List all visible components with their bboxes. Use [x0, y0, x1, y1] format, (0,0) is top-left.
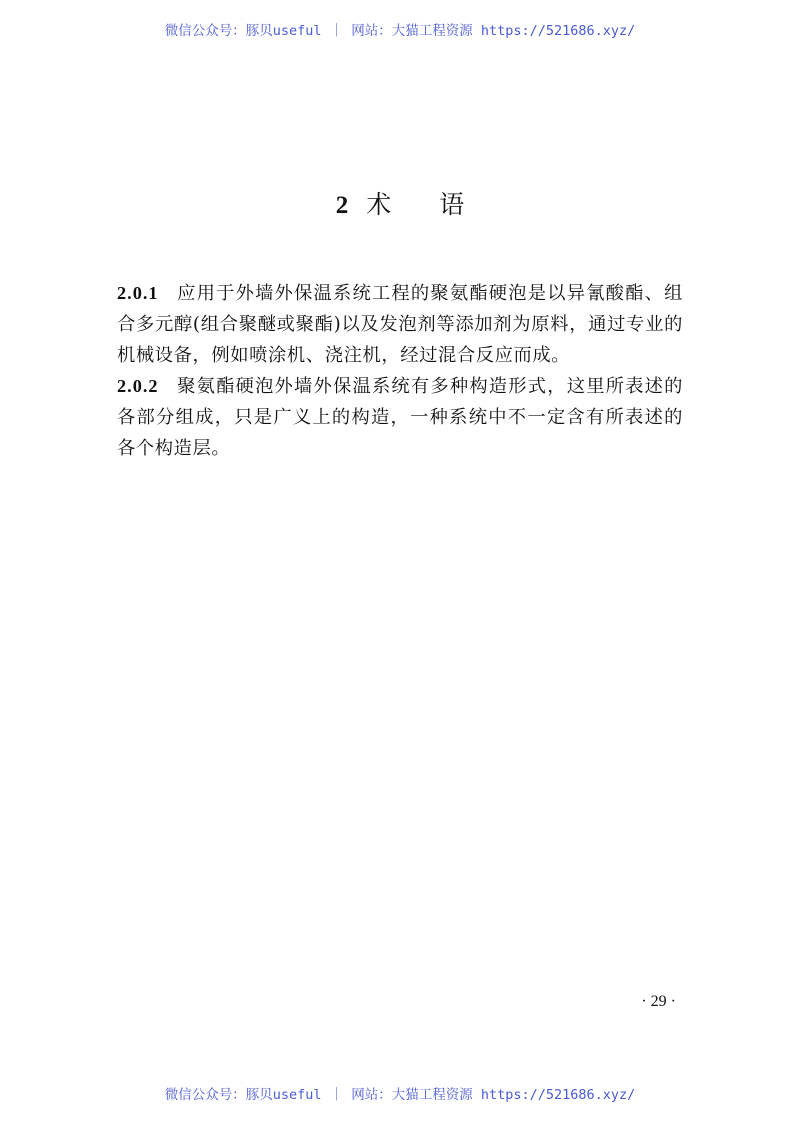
clause-2-0-2 [117, 371, 683, 464]
clause-2-0-1 [117, 278, 683, 371]
chapter-title-char: 术 [366, 190, 392, 219]
watermark-header: 微信公众号：豚贝useful ｜ 网站：大猫工程资源 https://521686.xyz/ [164, 23, 636, 39]
clause-list [117, 278, 683, 465]
clause-number: 2.0.2 [117, 376, 159, 397]
chapter-title-char: 语 [439, 190, 465, 219]
chapter-title [0, 185, 800, 221]
clause-text: 应用于外墙外保温系统工程的聚氨酯硬泡是以异氰酸酯、组合多元醇(组合聚醚或聚酯)以及发泡剂等添加剂为原料，通过专业的机械设备，例如喷涂机、浇注机，经过混合反应而成。 [117, 283, 683, 366]
chapter-number: 2 [335, 192, 349, 219]
clause-number: 2.0.1 [117, 283, 159, 303]
watermark-footer: 微信公众号：豚贝useful ｜ 网站：大猫工程资源 https://521686.xyz/ [164, 1087, 636, 1103]
page-number: · 29 · [641, 993, 676, 1010]
clause-text: 聚氨酯硬泡外墙外保温系统有多种构造形式，这里所表述的各部分组成，只是广义上的构造，一种系统中不一定含有所表述的各个构造层。 [117, 376, 683, 459]
